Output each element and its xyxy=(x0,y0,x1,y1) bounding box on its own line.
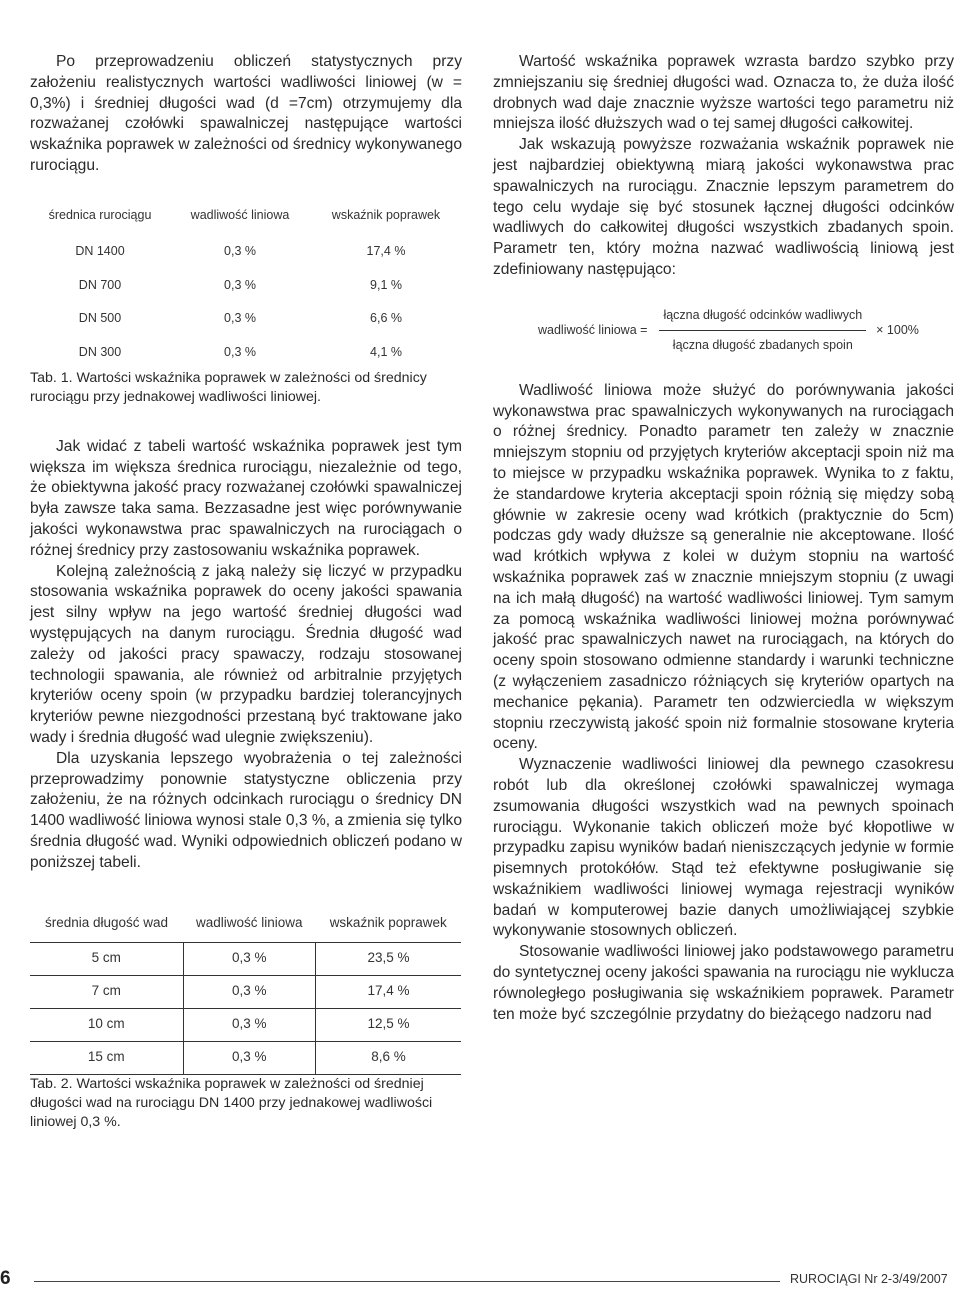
table-cell: DN 500 xyxy=(78,311,122,326)
table-cell: 17,4 % xyxy=(366,244,406,259)
table-cell: DN 700 xyxy=(78,277,122,292)
table-row xyxy=(30,335,462,369)
table-header: wadliwość liniowa xyxy=(195,915,303,931)
table-row xyxy=(30,975,461,1008)
table-header: średnia długość wad xyxy=(44,915,169,931)
table-cell: 9,1 % xyxy=(370,277,402,292)
table-header-row xyxy=(30,197,462,235)
table-cell: 8,6 % xyxy=(315,1041,461,1074)
table-cell: 0,3 % xyxy=(224,311,256,326)
table-cell: 0,3 % xyxy=(224,244,256,259)
right-column xyxy=(493,52,954,1025)
table-row xyxy=(30,235,462,269)
table-cell: DN 1400 xyxy=(75,244,125,259)
paragraph: Dla uzyskania lepszego wyobrażenia o tej zależności przeprowadzimy ponownie statystyczne obliczenia przy założeniu, że na różnych odcinkach rurociągu o średnicy DN 1400 wadliwość liniowa wynosi stale 0,3 %, a zmienia się tylko średnia długość wad. Wyniki odpowiednich obliczeń podano w poniższej tabeli. xyxy=(30,749,462,871)
paragraph: Wyznaczenie wadliwości liniowej dla pewnego czasokresu robót lub dla określonej czołówki spawalniczej wymaga zsumowania długości wszystkich wad na pewnych spoinach rurociągu. Wykonanie takich obliczeń może być kłopotliwe w przypadku zapisu wyników badań nieniszczących jedynie w formie pisemnych protokółów. Stąd też efektywne posługiwanie się wskaźnikiem wadliwości liniowej wymaga rejestracji wyników badań w komputerowej bazie danych umożliwiającej szybkie wykonywanie stosownych obliczeń. xyxy=(493,756,954,940)
table-row xyxy=(30,268,462,302)
paragraph: Po przeprowadzeniu obliczeń statystycznych przy założeniu realistycznych wartości wadliwości liniowej (w = 0,3%) i średniej długości wad (d =7cm) otrzymujemy dla rozważanej czołówki spawalniczej następujące wartości wskaźnika poprawek w zależności od średnicy wykonywanego rurociągu. xyxy=(30,53,462,174)
paragraph: Jak widać z tabeli wartość wskaźnika poprawek jest tym większa im większa średnica rurociągu, niezależnie od tego, że obiektywna jakość pracy rozważanej czołówki spawalniczej była zawsze taka sama. Bezzasadne jest więc porównywanie jakości wykonawstwa prac spawalniczych na rurociągach o różnej średnicy przy zastosowaniu wskaźnika poprawek. xyxy=(30,437,462,559)
paragraph: Stosowanie wadliwości liniowej jako podstawowego parametru do syntetycznej oceny jakości spawania na rurociągu nie wyklucza równoległego posługiwania się wskaźnikiem poprawek. Parametr ten może być szczególnie przydatny do bieżącego nadzoru nad xyxy=(493,943,954,1023)
table-row xyxy=(30,942,461,975)
paragraph: Jak wskazują powyższe rozważania wskaźnik poprawek nie jest najbardziej obiektywną miarą jakości wykonawstwa prac spawalniczych na rurociągu. Znacznie lepszym parametrem do tego celu wydaje się być stosunek łącznej długości odcinków wadliwych do całkowitej długości wszystkich zbadanych spoin. Parametr ten, który można nazwać wadliwością liniową jest zdefiniowany następująco: xyxy=(493,136,954,278)
table-header-row xyxy=(30,906,461,943)
left-column xyxy=(30,52,462,1132)
table-cell: 12,5 % xyxy=(315,1008,461,1041)
table-cell: 0,3 % xyxy=(183,1041,315,1074)
formula-numerator: łączna długość odcinków wadliwych xyxy=(659,305,866,331)
table-cell: 17,4 % xyxy=(315,975,461,1008)
table-header: wskaźnik poprawek xyxy=(331,208,441,223)
table-cell: 6,6 % xyxy=(370,311,402,326)
formula-fraction xyxy=(659,305,866,356)
table-header: wadliwość liniowa xyxy=(190,208,290,223)
table-1 xyxy=(30,197,462,369)
table-cell: 15 cm xyxy=(30,1041,183,1074)
journal-issue: RUROCIĄGI Nr 2-3/49/2007 xyxy=(790,1272,948,1286)
table-cell: 0,3 % xyxy=(224,277,256,292)
table-header: średnica rurociągu xyxy=(48,208,152,223)
table-cell: 23,5 % xyxy=(315,942,461,975)
table-1-caption: Tab. 1. Wartości wskaźnika poprawek w zależności od średnicy rurociągu przy jednakowej wadliwości liniowej. xyxy=(30,369,427,405)
paragraph: Wadliwość liniowa może służyć do porównywania jakości wykonawstwa prac spawalniczych wykonywanych na rurociągach o różnej średnicy. Ponadto parametr ten zależy w znacznie mniejszym stopniu od przyjętych kryteriów akceptacji spoin niż ma to miejsce w przypadku wskaźnika poprawek. Wynika to z faktu, że standardowe kryteria akceptacji spoin różnią się między sobą głównie w zakresie oceny wad krótkich (praktycznie do 5cm) podczas gdy wady dłuższe są generalnie nie akceptowane. Ilość wad krótkich wpływa z kolei w dużym stopniu na wartość wskaźnika poprawek zaś w znacznie mniejszym stopniu (z uwagi na ich małą długość) na wartość wadliwości liniowej. Tym samym za pomocą wskaźnika wadliwości liniowej można porównywać jakość prac spawalniczych nawet na rurociągach, na których do oceny spoin stosowano odmienne standardy i warunki techniczne (z wyłączeniem zasadniczo różniących się kryteriów opartych na mechanice pękania). Parametr ten odzwierciedla w większym stopniu rzeczywistą jakość spoin niż formalnie stosowane kryteria oceny. xyxy=(493,381,954,753)
formula-multiplier: × 100% xyxy=(876,323,919,338)
table-row xyxy=(30,1008,461,1041)
table-cell: DN 300 xyxy=(78,344,122,359)
paragraph: Kolejną zależnością z jaką należy się liczyć w przypadku stosowania wskaźnika poprawek do oceny jakości spawania jest silny wpływ na jego wartość średniej długości wad występujących na danym rurociągu. Średnia długość wad zależy od jakości pracy spawaczy, rodzaju stosowanej technologii spawania, ale również od arbitralnie przyjętych kryteriów oceny spoin (w przypadku bardziej tolerancyjnych kryteriów pewne niezgodności przestaną być traktowane jako wady i średnia długość wad ulegnie zwiększeniu). xyxy=(30,562,462,746)
linear-defect-formula xyxy=(538,307,954,355)
formula-lhs: wadliwość liniowa = xyxy=(538,323,648,338)
table-row xyxy=(30,302,462,336)
table-cell: 0,3 % xyxy=(183,975,315,1008)
footer-divider xyxy=(34,1281,780,1282)
table-row xyxy=(30,1041,461,1074)
table-cell: 0,3 % xyxy=(224,344,256,359)
table-cell: 0,3 % xyxy=(183,1008,315,1041)
page-number: 6 xyxy=(0,1268,11,1289)
table-cell: 7 cm xyxy=(30,975,183,1008)
formula-denominator: łączna długość zbadanych spoin xyxy=(672,338,853,353)
table-2-caption: Tab. 2. Wartości wskaźnika poprawek w zależności od średniej długości wad na rurociągu DN 1400 przy jednakowej wadliwości liniowej 0,3 %. xyxy=(30,1075,433,1130)
table-cell: 5 cm xyxy=(30,942,183,975)
table-2 xyxy=(30,906,461,1075)
paragraph: Wartość wskaźnika poprawek wzrasta bardzo szybko przy zmniejszaniu się średniej długości wad. Oznacza to, że duża ilość drobnych wad daje znacznie wyższe wartości tego parametru niż mniejsza ilość dłuższych wad o tej samej długości całkowitej. xyxy=(493,53,954,133)
table-cell: 10 cm xyxy=(30,1008,183,1041)
table-cell: 4,1 % xyxy=(370,344,402,359)
table-header: wskaźnik poprawek xyxy=(329,915,447,931)
table-cell: 0,3 % xyxy=(183,942,315,975)
